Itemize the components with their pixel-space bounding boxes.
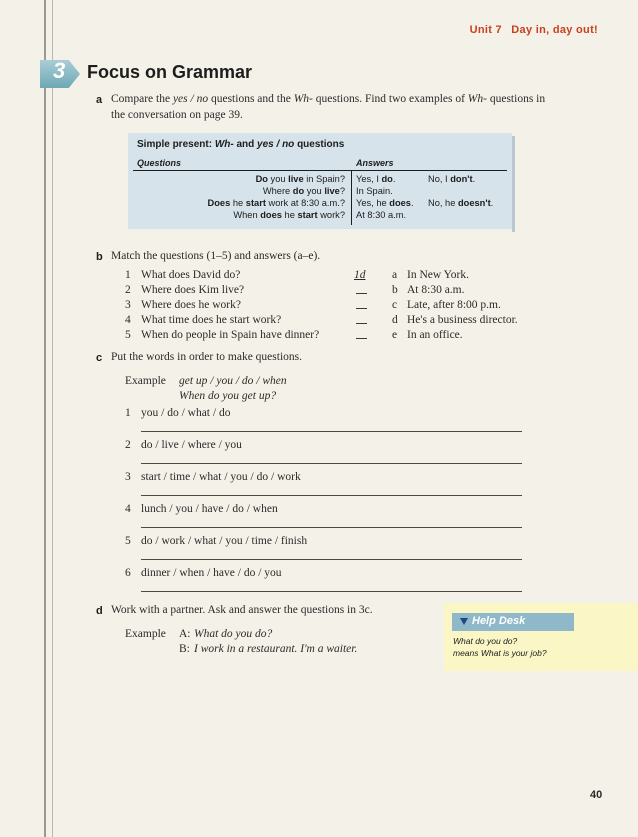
unit-title: Day in, day out! [511,24,598,36]
answer-line[interactable] [141,463,522,464]
word-prompt: do / work / what / you / time / finish [141,535,308,547]
example-match-answer: 1d [354,269,366,281]
word-prompt: you / do / what / do [141,407,231,419]
answer-line[interactable] [141,527,522,528]
match-question: What does David do? [141,269,241,281]
help-desk-title: Help Desk [472,615,526,627]
match-answer: At 8:30 a.m. [407,284,465,296]
answer-row: Yes, I do. [356,174,396,184]
part-c-instruction: Put the words in order to make questions. [111,351,303,363]
unit-number: Unit 7 [469,24,502,36]
match-blank[interactable] [356,338,367,339]
answer-row: No, I don't. [428,174,476,184]
word-prompt: start / time / what / you / do / work [141,471,301,483]
help-desk-header [452,613,574,631]
triangle-down-icon [460,618,468,625]
answer-row: At 8:30 a.m. [356,210,407,220]
match-answer-letter: b [392,284,398,296]
match-question: When do people in Spain have dinner? [141,329,320,341]
item-number: 3 [125,471,131,483]
question-row: Does he start work at 8:30 a.m.? [207,198,345,208]
item-number: 1 [125,407,131,419]
page-number: 40 [590,789,603,801]
column-divider [351,171,352,225]
match-question-number: 5 [125,329,131,341]
part-a-instruction: Compare the yes / no questions and the Wh- questions. Find two examples of Wh- questions in [111,93,546,105]
answer-row: No, he doesn't. [428,198,494,208]
match-question: Where does Kim live? [141,284,245,296]
match-question: Where does he work? [141,299,241,311]
answer-line[interactable] [141,431,522,432]
speaker-b-label: B: [179,643,190,655]
question-row: Where do you live? [262,186,345,196]
match-answer-letter: d [392,314,398,326]
match-answer: He's a business director. [407,314,518,326]
item-number: 5 [125,535,131,547]
match-question-number: 3 [125,299,131,311]
help-desk-box [444,603,638,671]
help-desk-line: What do you do? [453,636,518,646]
example-answer: When do you get up? [179,390,277,402]
word-prompt: dinner / when / have / do / you [141,567,282,579]
help-desk-line: means What is your job? [453,648,547,658]
questions-column-header: Questions [137,158,182,168]
match-blank[interactable] [356,308,367,309]
grammar-box [128,133,512,229]
match-blank[interactable] [356,323,367,324]
speaker-b-line: I work in a restaurant. I'm a waiter. [194,643,358,655]
part-b-instruction: Match the questions (1–5) and answers (a–e). [111,250,321,262]
word-prompt: do / live / where / you [141,439,242,451]
section-title: Focus on Grammar [87,62,253,82]
item-number: 2 [125,439,131,451]
exercise-letter-d: d [96,605,103,617]
match-answer: In New York. [407,269,469,281]
match-question-number: 4 [125,314,131,326]
part-a-instruction-line2: the conversation on page 39. [111,109,243,121]
match-answer-letter: a [392,269,398,281]
match-answer: Late, after 8:00 p.m. [407,299,501,311]
word-prompt: lunch / you / have / do / when [141,503,278,515]
match-blank[interactable] [356,293,367,294]
match-question: What time does he start work? [141,314,282,326]
answer-line[interactable] [141,495,522,496]
grammar-box-title: Simple present: Wh- and yes / no questions [137,139,345,150]
example-label: Example [125,628,166,640]
question-row: Do you live in Spain? [255,174,345,184]
book-spine-line [52,0,53,837]
item-number: 4 [125,503,131,515]
answer-line[interactable] [141,591,522,592]
exercise-letter-a: a [96,94,103,106]
header-rule [133,170,507,171]
speaker-a-label: A: [179,628,191,640]
part-d-instruction: Work with a partner. Ask and answer the questions in 3c. [111,604,373,616]
exercise-letter-b: b [96,251,103,263]
example-words: get up / you / do / when [179,375,287,387]
match-question-number: 1 [125,269,131,281]
answer-row: Yes, he does. [356,198,414,208]
example-label: Example [125,375,166,387]
answer-line[interactable] [141,559,522,560]
answer-row: In Spain. [356,186,393,196]
section-number: 3 [53,58,66,83]
running-head [470,24,598,36]
match-answer: In an office. [407,329,463,341]
item-number: 6 [125,567,131,579]
answers-column-header: Answers [356,158,394,168]
match-answer-letter: e [392,329,398,341]
book-spine-line [44,0,46,837]
exercise-letter-c: c [96,352,103,364]
match-answer-letter: c [392,299,398,311]
match-question-number: 2 [125,284,131,296]
speaker-a-line: What do you do? [194,628,273,640]
question-row: When does he start work? [233,210,345,220]
